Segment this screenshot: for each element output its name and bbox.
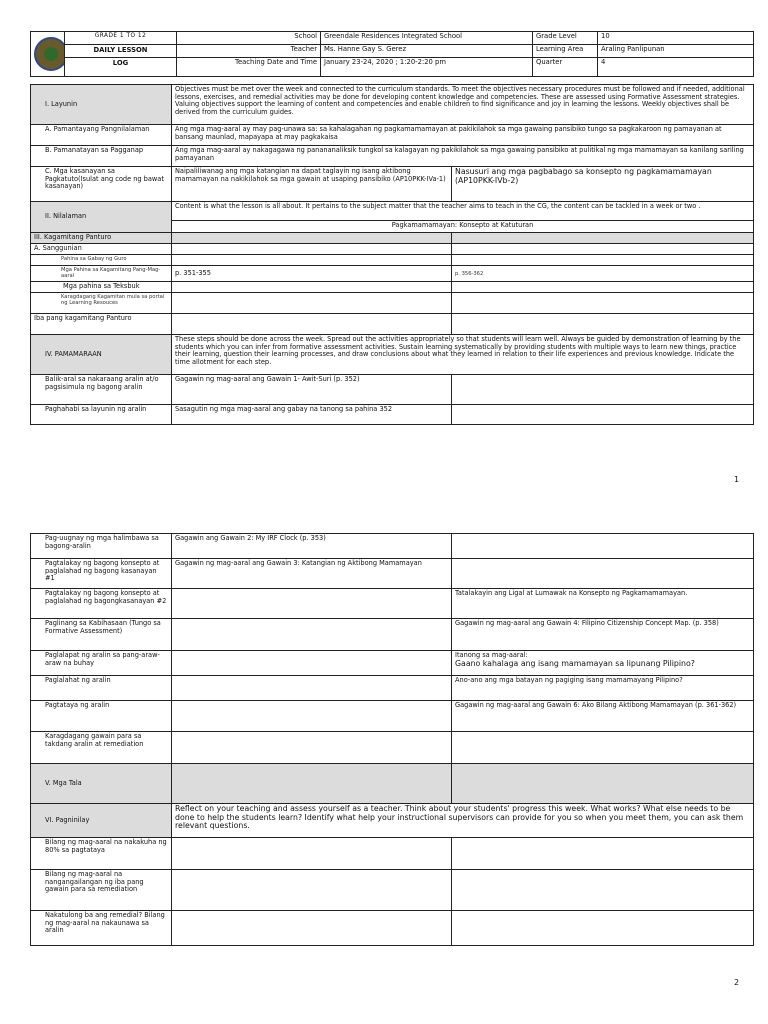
kasanayan-label: C. Mga kasanayan sa Pagkatuto(Isulat ang code ng bawat kasanayan) (31, 167, 172, 202)
kagamitan-cell-1 (172, 233, 452, 244)
teksbuk-cell-1 (172, 282, 452, 293)
karagdagan-cell-1 (172, 293, 452, 314)
grade-level-label: Grade Level (533, 32, 598, 45)
paglinang-text: Gagawin ng mag-aaral ang Gawain 4: Filipino Citizenship Concept Map. (p. 358) (452, 619, 754, 651)
teacher-value: Ms. Hanne Gay S. Gerez (321, 44, 533, 58)
pagtalakay2-text: Tatalakayin ang Ligal at Lumawak na Konsepto ng Pagkamamamayan. (452, 589, 754, 619)
paglalapat-cell-1 (172, 651, 452, 676)
pagaaral-pages-1: p. 351-355 (172, 266, 452, 282)
paglalahat-label: Paglalahat ng aralin (31, 676, 172, 701)
pagninilay-text: Reflect on your teaching and assess yourself as a teacher. Think about your students' progress this week. What works? What else needs to be done to help the students learn? Identify what help your instructional supervisors can provide for you so when you meet them, you can ask them relevant questions. (172, 804, 754, 838)
iba-kagamitan-cell-1 (172, 314, 452, 335)
pagtalakay2-cell-1 (172, 589, 452, 619)
paghahabi-text: Sasagutin ng mga mag-aaral ang gabay na tanong sa pahina 352 (172, 405, 452, 425)
nilalaman-topic: Pagkamamamayan: Konsepto at Katuturan (172, 221, 754, 233)
pamantayan-pagganap-label: B. Pamanatayan sa Pagganap (31, 146, 172, 167)
paglalahat-cell-1 (172, 676, 452, 701)
teksbuk-cell-2 (452, 282, 754, 293)
teacher-label: Teacher (177, 44, 321, 58)
pamantayan-pagganap-text: Ang mga mag-aaral ay nakagagawa ng panananaliksik tungkol sa kalagayan ng pakikilahok sa mga gawaing pansibiko at pulitikal ng mga mamamayan sa kanilang sariling pamayanan (172, 146, 754, 167)
gabay-label: Pahina sa Gabay ng Guro (31, 255, 172, 266)
pagtalakay2-label: Pagtalakay ng bagong konsepto at paglalahad ng bagongkasanayan #2 (31, 589, 172, 619)
pamantayang-pangnilalaman-text: Ang mga mag-aaral ay may pag-unawa sa: sa kahalagahan ng pagkamamamayan at pakikilahok sa mga gawaing pansibiko tungo sa pagkakaroon ng pamayanan at bansang maunlad, mapayapa at may pagkakaisa (172, 125, 754, 146)
iba-kagamitan-label: Iba pang kagamitang Panturo (31, 314, 172, 335)
page2-main-table (30, 533, 753, 946)
dll-title-line1: DAILY LESSON (65, 44, 177, 58)
learning-area-value: Araling Panlipunan (598, 44, 754, 58)
kasanayan-text-2: Nasusuri ang mga pagbabago sa konsepto ng pagkamamamayan (AP10PKK-IVb-2) (452, 167, 754, 202)
paglalapat-text-line1: Itanong sa mag-aaral: (455, 651, 528, 659)
date-value: January 23-24, 2020 ; 1:20-2:20 pm (321, 58, 533, 77)
school-label: School (177, 32, 321, 45)
paglalapat-text-line2: Gaano kahalaga ang isang mamamayan sa lipunang Pilipino? (455, 658, 695, 668)
gabay-cell-2 (452, 255, 754, 266)
paglinang-cell-1 (172, 619, 452, 651)
kagamitan-label: III. Kagamitang Panturo (31, 233, 172, 244)
nakatulong-cell-1 (172, 911, 452, 946)
paghahabi-cell-2 (452, 405, 754, 425)
remediation-cell-1 (172, 870, 452, 911)
karagdagan-label: Karagdagang Kagamitan mula sa portal ng Learning Resouces (31, 293, 172, 314)
grade-range: GRADE 1 TO 12 (65, 32, 177, 45)
pagtataya-text: Gagawin ng mag-aaral ang Gawain 6: Ako Bilang Aktibong Mamamayan (p. 361-362) (452, 701, 754, 732)
paguugnay-label: Pag-uugnay ng mga halimbawa sa bagong-aralin (31, 534, 172, 559)
nakatulong-cell-2 (452, 911, 754, 946)
page1-main-table (30, 84, 753, 425)
pamantayang-pangnilalaman-label: A. Pamantayang Pangnilalaman (31, 125, 172, 146)
page-number-2: 2 (734, 978, 740, 987)
takdang-aralin-cell-1 (172, 732, 452, 764)
pamamaraan-label: IV. PAMAMARAAN (31, 335, 172, 375)
page-number-1: 1 (734, 475, 740, 484)
takdang-aralin-label: Karagdagang gawain para sa takdang aralin at remediation (31, 732, 172, 764)
learning-area-label: Learning Area (533, 44, 598, 58)
teksbuk-label: Mga pahina sa Teksbuk (31, 282, 172, 293)
pagtalakay1-cell-2 (452, 559, 754, 589)
paglalapat-label: Paglalapat ng aralin sa pang-araw-araw na buhay (31, 651, 172, 676)
school-value: Greendale Residences Integrated School (321, 32, 533, 45)
nilalaman-label: II. Nilalaman (31, 202, 172, 233)
balik-aral-label: Balik-aral sa nakaraang aralin at/o pagsisimula ng bagong aralin (31, 375, 172, 405)
takdang-aralin-cell-2 (452, 732, 754, 764)
mga-tala-label: V. Mga Tala (31, 764, 172, 804)
bilang-80-cell-1 (172, 838, 452, 870)
deped-logo (31, 32, 65, 77)
sanggunian-cell-2 (452, 244, 754, 255)
seal-icon (34, 37, 65, 71)
header-table (30, 31, 753, 77)
mga-tala-cell-1 (172, 764, 452, 804)
grade-level-value: 10 (598, 32, 754, 45)
layunin-text: Objectives must be met over the week and connected to the curriculum standards. To meet the objectives necessary procedures must be followed and if needed, additional lessons, exercises, and remedial activities may be done for developing content knowledge and competencies. These are assessed using Formative Assessment strategies. Valuing objectives support the learning of content and competencies and enable children to find significance and joy in learning the lessons. Weekly objectives shall be derived from the curriculum guides. (172, 85, 754, 125)
iba-kagamitan-cell-2 (452, 314, 754, 335)
pagaaral-label: Mga Pahina sa Kagamitang Pang-Mag-aaral (31, 266, 172, 282)
remediation-label: Bilang ng mag-aaral na nangangailangan ng iba pang gawain para sa remediation (31, 870, 172, 911)
quarter-label: Quarter (533, 58, 598, 77)
paglinang-label: Paglinang sa Kabihasaan (Tungo sa Formative Assessment) (31, 619, 172, 651)
gabay-cell-1 (172, 255, 452, 266)
balik-aral-cell-2 (452, 375, 754, 405)
pagtataya-label: Pagtataya ng aralin (31, 701, 172, 732)
balik-aral-text: Gagawin ng mag-aaral ang Gawain 1- Awit-Suri (p. 352) (172, 375, 452, 405)
dll-title-line2: LOG (65, 58, 177, 77)
kagamitan-cell-2 (452, 233, 754, 244)
pamamaraan-text: These steps should be done across the week. Spread out the activities appropriately so that students will learn well. Always be guided by demonstration of learning by the students which you can infer from formative assessment activities. Sustain learning systematically by providing students with multiple ways to learn new things, practice their learning, question their learning processes, and draw conclusions about what they learned in relation to their life experiences and previous knowledge. Indicate the time allotment for each step. (172, 335, 754, 375)
quarter-value: 4 (598, 58, 754, 77)
pagtalakay1-label: Pagtalakay ng bagong konsepto at paglalahad ng bagong kasanayan #1 (31, 559, 172, 589)
layunin-label: I. Layunin (31, 85, 172, 125)
sanggunian-cell-1 (172, 244, 452, 255)
paglalapat-text (452, 651, 754, 676)
date-label: Teaching Date and Time (177, 58, 321, 77)
paguugnay-text: Gagawin ang Gawain 2: My IRF Clock (p. 353) (172, 534, 452, 559)
paghahabi-label: Paghahabi sa layunin ng aralin (31, 405, 172, 425)
mga-tala-cell-2 (452, 764, 754, 804)
pagtalakay1-text: Gagawin ng mag-aaral ang Gawain 3: Katangian ng Aktibong Mamamayan (172, 559, 452, 589)
nakatulong-label: Nakatulong ba ang remedial? Bilang ng mag-aaral na nakaunawa sa aralin (31, 911, 172, 946)
paglalahat-text: Ano-ano ang mga batayan ng pagiging isang mamamayang Pilipino? (452, 676, 754, 701)
sanggunian-label: A. Sanggunian (31, 244, 172, 255)
nilalaman-text: Content is what the lesson is all about. It pertains to the subject matter that the teacher aims to teach in the CG, the content can be tackled in a week or two . (172, 202, 754, 221)
bilang-80-cell-2 (452, 838, 754, 870)
pagtataya-cell-1 (172, 701, 452, 732)
bilang-80-label: Bilang ng mag-aaral na nakakuha ng 80% sa pagtataya (31, 838, 172, 870)
remediation-cell-2 (452, 870, 754, 911)
paguugnay-cell-2 (452, 534, 754, 559)
pagninilay-label: VI. Pagninilay (31, 804, 172, 838)
pagaaral-pages-2: p. 356-362 (452, 266, 754, 282)
karagdagan-cell-2 (452, 293, 754, 314)
kasanayan-text-1: Naipaliliwanag ang mga katangian na dapat taglayin ng isang aktibong mamamayan na nakikilahok sa mga gawain at usaping pansibiko (AP10PKK-IVa-1) (172, 167, 452, 202)
